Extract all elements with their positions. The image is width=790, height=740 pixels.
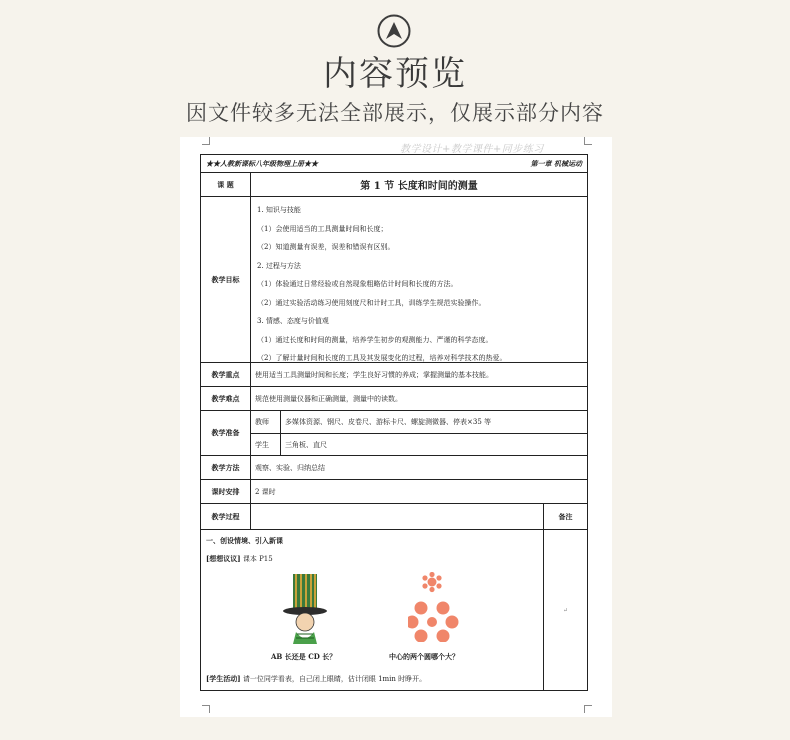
goal-item: 2. 过程与方法 bbox=[257, 261, 301, 270]
prep-teacher-label: 教师 bbox=[251, 411, 281, 433]
goal-item: （2）知道测量有误差，误差和错误有区别。 bbox=[257, 243, 395, 251]
topic-value: 第 1 节 长度和时间的测量 bbox=[360, 181, 478, 192]
goal-item: 3. 情感、态度与价值观 bbox=[257, 317, 329, 325]
prep-label: 教学准备 bbox=[201, 411, 251, 455]
caption-right: 中心的两个圆哪个大？ bbox=[389, 652, 459, 661]
process-content bbox=[201, 530, 543, 690]
remark-label: 备注 bbox=[543, 504, 587, 529]
watermark: 教学设计+教学课件+同步练习 bbox=[400, 144, 544, 155]
page-corner-mark bbox=[202, 705, 210, 713]
activity-line bbox=[206, 674, 426, 684]
time-label: 课时安排 bbox=[201, 480, 251, 503]
doc-header-row bbox=[201, 155, 587, 173]
think-line bbox=[206, 554, 273, 564]
document-preview bbox=[180, 137, 612, 717]
prep-table bbox=[251, 411, 587, 455]
activity-text: 请一位同学看表，自己闭上眼睛，估计闭眼 1min 时睁开。 bbox=[242, 675, 427, 683]
method-row bbox=[201, 456, 587, 480]
circles-illusion-illustration bbox=[408, 572, 464, 642]
goals-row bbox=[201, 197, 587, 363]
think-text: 课本 P15 bbox=[242, 555, 273, 563]
method-label: 教学方法 bbox=[201, 456, 251, 479]
remark-cell: ↵ bbox=[543, 530, 587, 690]
page-subtitle: 因文件较多无法全部展示，仅展示部分内容 bbox=[186, 101, 604, 125]
goal-item: （2）了解计量时间和长度的工具及其发展变化的过程，培养对科学技术的热爱。 bbox=[257, 354, 507, 362]
topic-label: 课 题 bbox=[201, 173, 251, 196]
time-value: 2 课时 bbox=[255, 487, 276, 496]
difficulty-value: 规范使用测量仪器和正确测量，测量中的读数。 bbox=[255, 394, 402, 403]
chapter-title: 第一章 机械运动 bbox=[530, 158, 582, 168]
process-header-row bbox=[201, 504, 587, 530]
goals-list bbox=[251, 197, 587, 362]
page-corner-mark bbox=[584, 705, 592, 713]
page-corner-mark bbox=[584, 137, 592, 145]
page-corner-mark bbox=[202, 137, 210, 145]
time-row bbox=[201, 480, 587, 504]
page-title: 内容预览 bbox=[323, 54, 467, 94]
process-label: 教学过程 bbox=[201, 504, 251, 529]
up-arrow-circle-icon bbox=[376, 13, 412, 49]
goal-item: （1）会使用适当的工具测量时间和长度； bbox=[257, 224, 388, 233]
book-title: ★★人教新课标八年级物理上册★★ bbox=[206, 158, 318, 168]
lesson-plan-table bbox=[200, 154, 588, 691]
goal-item: （2）通过实验活动练习使用刻度尺和计时工具，训练学生规范实验操作。 bbox=[257, 298, 486, 307]
caption-left: AB 长还是 CD 长？ bbox=[271, 652, 337, 661]
goal-item: 1. 知识与技能 bbox=[257, 206, 301, 214]
key-point-row bbox=[201, 363, 587, 387]
prep-teacher-value: 多媒体资源、钢尺、皮卷尺、游标卡尺、螺旋测微器、停表×35 等 bbox=[285, 418, 491, 426]
think-label: [想想议议] bbox=[206, 554, 241, 563]
goal-item: （1）体验通过日常经验或自然现象粗略估计时间和长度的方法。 bbox=[257, 280, 458, 288]
activity-label: [学生活动] bbox=[206, 674, 241, 683]
method-value: 观察、实验、归纳总结 bbox=[255, 463, 325, 472]
key-point-value: 使用适当工具测量时间和长度；学生良好习惯的养成；掌握测量的基本技能。 bbox=[255, 370, 493, 379]
hat-illusion-illustration bbox=[279, 572, 331, 644]
key-point-label: 教学重点 bbox=[201, 363, 251, 386]
process-body-row bbox=[201, 530, 587, 690]
prep-student-label: 学生 bbox=[251, 434, 281, 455]
prep-student-row bbox=[251, 433, 587, 455]
section-title: 一、创设情境、引入新课 bbox=[206, 536, 283, 545]
topic-row bbox=[201, 173, 587, 197]
prep-student-value: 三角板、直尺 bbox=[285, 440, 327, 449]
prep-row bbox=[201, 411, 587, 456]
difficulty-row bbox=[201, 387, 587, 411]
difficulty-label: 教学难点 bbox=[201, 387, 251, 410]
prep-teacher-row bbox=[251, 411, 587, 433]
goal-item: （1）通过长度和时间的测量，培养学生初步的观测能力、严谨的科学态度。 bbox=[257, 335, 493, 344]
goals-label: 教学目标 bbox=[201, 197, 251, 362]
